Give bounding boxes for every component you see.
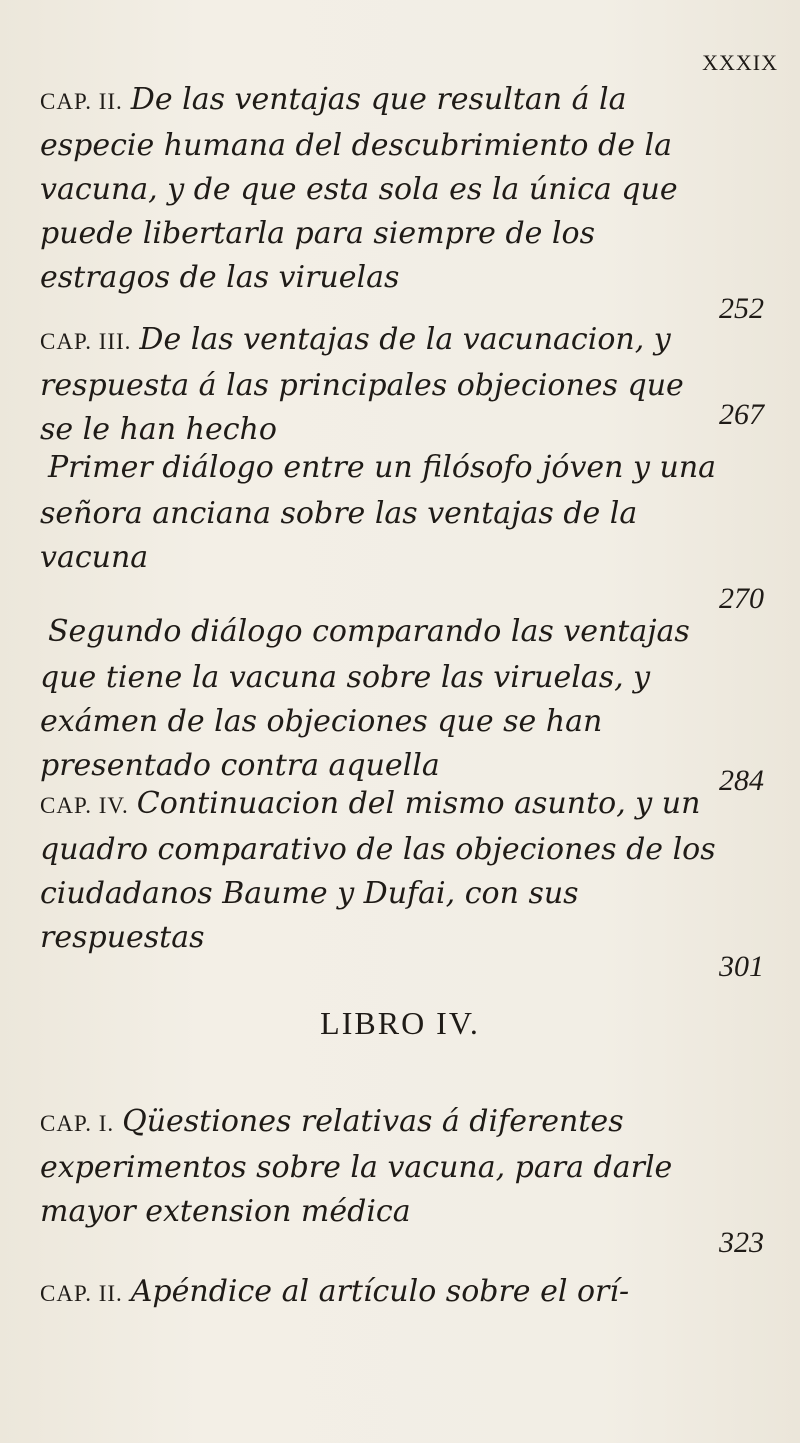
toc-entry-label: CAP. IV.: [40, 793, 129, 818]
toc-entry-cap-iv: [40, 782, 720, 960]
toc-entry-cap-iii: [40, 318, 720, 452]
toc-entry-page: 323: [719, 1226, 764, 1259]
toc-entry-segundo-dialogo: [40, 610, 720, 788]
toc-entry-cap-ii: [40, 78, 720, 300]
toc-entry-label: CAP. II.: [40, 89, 123, 114]
toc-entry-page: 270: [719, 582, 764, 615]
page-number: XXXIX: [702, 50, 778, 75]
toc-entry-page: 267: [719, 398, 764, 431]
toc-entry-text: De las ventajas de la vacunacion, y respuesta á las principales objeciones que se le han hecho: [40, 322, 684, 447]
toc-entry-label: CAP. I.: [40, 1111, 115, 1136]
toc-entry-text: Segundo diálogo comparando las ventajas que tiene la vacuna sobre las viruelas, y exámen de las objeciones que se han presentado contra aquella: [40, 614, 690, 783]
toc-entry-page: 284: [719, 764, 764, 797]
toc-entry-text: Qüestiones relativas á diferentes experimentos sobre la vacuna, para darle mayor extension médica: [40, 1104, 673, 1229]
toc-entry-text: Apéndice al artículo sobre el orí-: [130, 1274, 630, 1309]
toc-entry-libro-iv-cap-i: [40, 1100, 720, 1234]
toc-entry-text: Primer diálogo entre un filósofo jóven y una señora anciana sobre las ventajas de la vacuna: [40, 450, 717, 575]
toc-entry-text: Continuacion del mismo asunto, y un quadro comparativo de las objeciones de los ciudadanos Baume y Dufai, con sus respuestas: [40, 786, 716, 955]
toc-entry-label: CAP. II.: [40, 1281, 123, 1306]
toc-entry-label: CAP. III.: [40, 329, 132, 354]
toc-entry-primer-dialogo: [40, 446, 720, 580]
toc-entry-text: De las ventajas que resultan á la especie humana del descubrimiento de la vacuna, y de que esta sola es la única que puede libertarla para siempre de los estragos de las viruelas: [40, 82, 678, 295]
toc-entry-page: 252: [719, 292, 764, 325]
toc-entry-page: 301: [719, 950, 764, 983]
section-heading: LIBRO IV.: [320, 1005, 480, 1041]
toc-entry-libro-iv-cap-ii: [40, 1270, 720, 1316]
